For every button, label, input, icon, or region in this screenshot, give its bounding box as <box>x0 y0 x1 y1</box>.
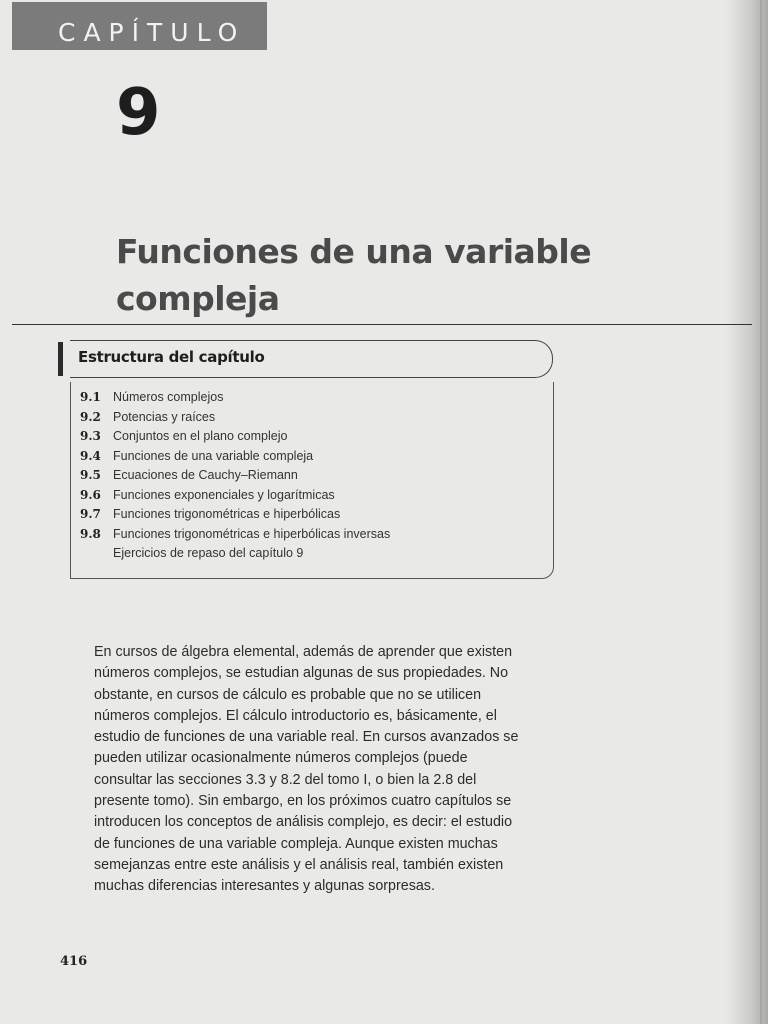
toc-item-9-8 <box>80 525 390 545</box>
chapter-label: CAPÍTULO <box>58 18 246 47</box>
toc-number: 9.6 <box>80 487 101 502</box>
toc-number: 9.8 <box>80 526 101 541</box>
toc-item-9-4 <box>80 447 390 467</box>
toc-text: Potencias y raíces <box>113 409 216 424</box>
chapter-title <box>116 228 596 322</box>
toc-item-review <box>80 544 390 564</box>
toc-text: Funciones de una variable compleja <box>113 448 314 463</box>
intro-paragraph: En cursos de álgebra elemental, además de aprender que existen números complejos, se estudian algunas de sus propiedades. No obstante, en cursos de cálculo es probable que no se utilicen números complejos. El cálculo introductorio es, básicamente, el estudio de funciones de una variable real. En cursos avanzados se pueden utilizar ocasionalmente números complejos (puede consultar las secciones 3.3 y 8.2 del tomo I, o bien la 2.8 del presente tomo). Sin embargo, en los próximos cuatro capítulos se introducen los conceptos de análisis complejo, es decir: el estudio de funciones de una variable compleja. Aunque existen muchas semejanzas entre este análisis y el análisis real, también existen muchas diferencias interesantes y algunas sorpresas. <box>94 644 519 895</box>
toc-item-9-1 <box>80 388 390 408</box>
toc-number: 9.2 <box>80 409 101 424</box>
toc-number: 9.1 <box>80 390 101 404</box>
structure-header <box>70 340 553 378</box>
toc-number: 9.7 <box>80 507 101 521</box>
structure-heading: Estructura del capítulo <box>78 348 265 366</box>
toc-item-9-5 <box>80 466 390 486</box>
structure-accent-bar <box>58 342 63 376</box>
toc-number: 9.3 <box>80 429 101 443</box>
toc-list <box>80 388 390 564</box>
toc-number: 9.5 <box>80 468 101 482</box>
title-divider <box>12 324 752 325</box>
chapter-number: 9 <box>116 76 161 150</box>
toc-text: Funciones trigonométricas e hiperbólicas inversas <box>113 526 391 541</box>
toc-text: Funciones exponenciales y logarítmicas <box>113 487 335 502</box>
toc-text: Funciones trigonométricas e hiperbólicas <box>113 507 341 521</box>
toc-item-9-2 <box>80 408 390 428</box>
toc-text: Ecuaciones de Cauchy–Riemann <box>113 468 298 482</box>
chapter-title-line-1: Funciones de una variable <box>116 232 592 271</box>
toc-number: 9.4 <box>80 448 101 463</box>
page-number: 416 <box>60 954 88 969</box>
toc-text: Números complejos <box>113 390 224 404</box>
toc-text: Ejercicios de repaso del capítulo 9 <box>113 546 304 560</box>
chapter-title-line-2: compleja <box>116 279 280 318</box>
page-edge-line <box>760 0 762 1024</box>
toc-text: Conjuntos en el plano complejo <box>113 429 288 443</box>
toc-item-9-3 <box>80 427 390 447</box>
chapter-structure-box <box>70 340 554 580</box>
toc-item-9-7 <box>80 505 390 525</box>
toc-item-9-6 <box>80 486 390 506</box>
